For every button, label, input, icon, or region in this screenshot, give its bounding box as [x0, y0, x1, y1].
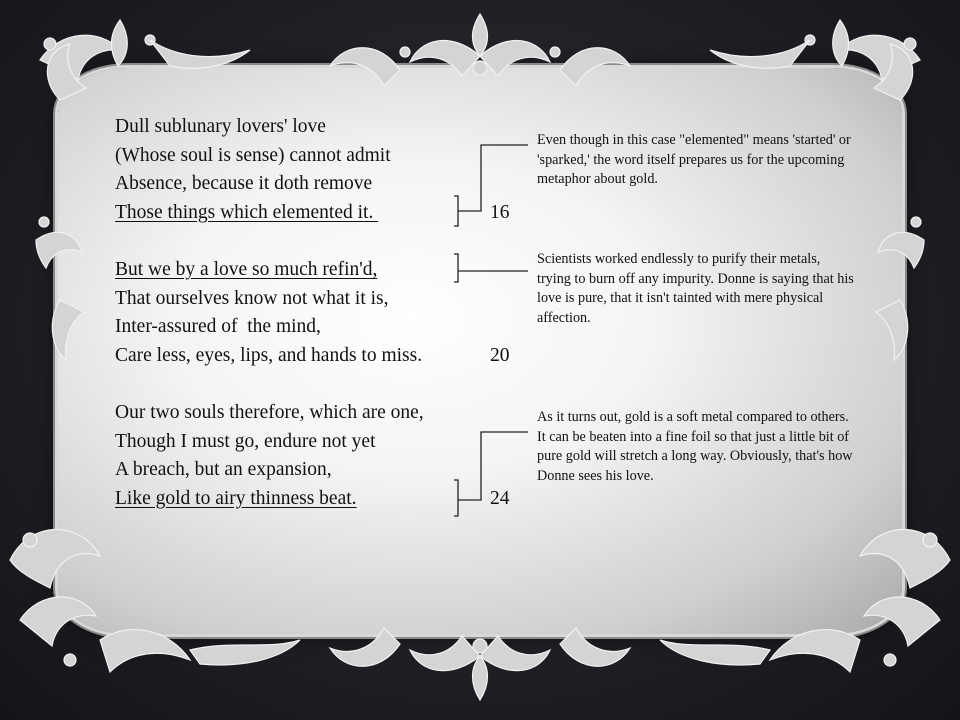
connector-3: [458, 432, 528, 500]
poem-line-text: Our two souls therefore, which are one,: [115, 401, 424, 423]
poem-line-text: That ourselves know not what it is,: [115, 287, 389, 309]
bracket-3: [454, 480, 458, 516]
line-number: 24: [490, 487, 510, 509]
poem-line-text: Absence, because it doth remove: [115, 173, 373, 195]
poem-line-text: Care less, eyes, lips, and hands to miss.: [115, 344, 423, 366]
annotation-note-3: As it turns out, gold is a soft metal compared to others. It can be beaten into a fine foil so that just a little bit of pure gold will stretch a long way. Obviously, that's how Donne sees his love.: [537, 409, 853, 484]
line-number: 20: [490, 344, 510, 366]
annotation-note-1: Even though in this case "elemented" means 'started' or 'sparked,' the word itself prepares us for the upcoming metaphor about gold.: [537, 132, 851, 188]
line-number: 16: [490, 201, 510, 223]
poem-line-text: Though I must go, endure not yet: [115, 430, 376, 452]
connector-1: [458, 145, 528, 211]
poem-line-text: Those things which elemented it.: [115, 201, 379, 223]
poem-line-text: (Whose soul is sense) cannot admit: [115, 144, 391, 166]
annotation-note-2: Scientists worked endlessly to purify their metals, trying to burn off any impurity. Donne is saying that his love is pure, that it isn't tainted with mere physical affection.: [537, 251, 854, 326]
bracket-1: [454, 196, 458, 226]
bracket-2: [454, 254, 458, 282]
poem-line-text: But we by a love so much refin'd,: [115, 258, 378, 280]
poem-line-text: Like gold to airy thinness beat.: [115, 487, 357, 509]
poem-line-text: Inter-assured of the mind,: [115, 316, 321, 338]
poem-line-text: Dull sublunary lovers' love: [115, 116, 326, 137]
poem-line-text: A breach, but an expansion,: [115, 459, 332, 481]
